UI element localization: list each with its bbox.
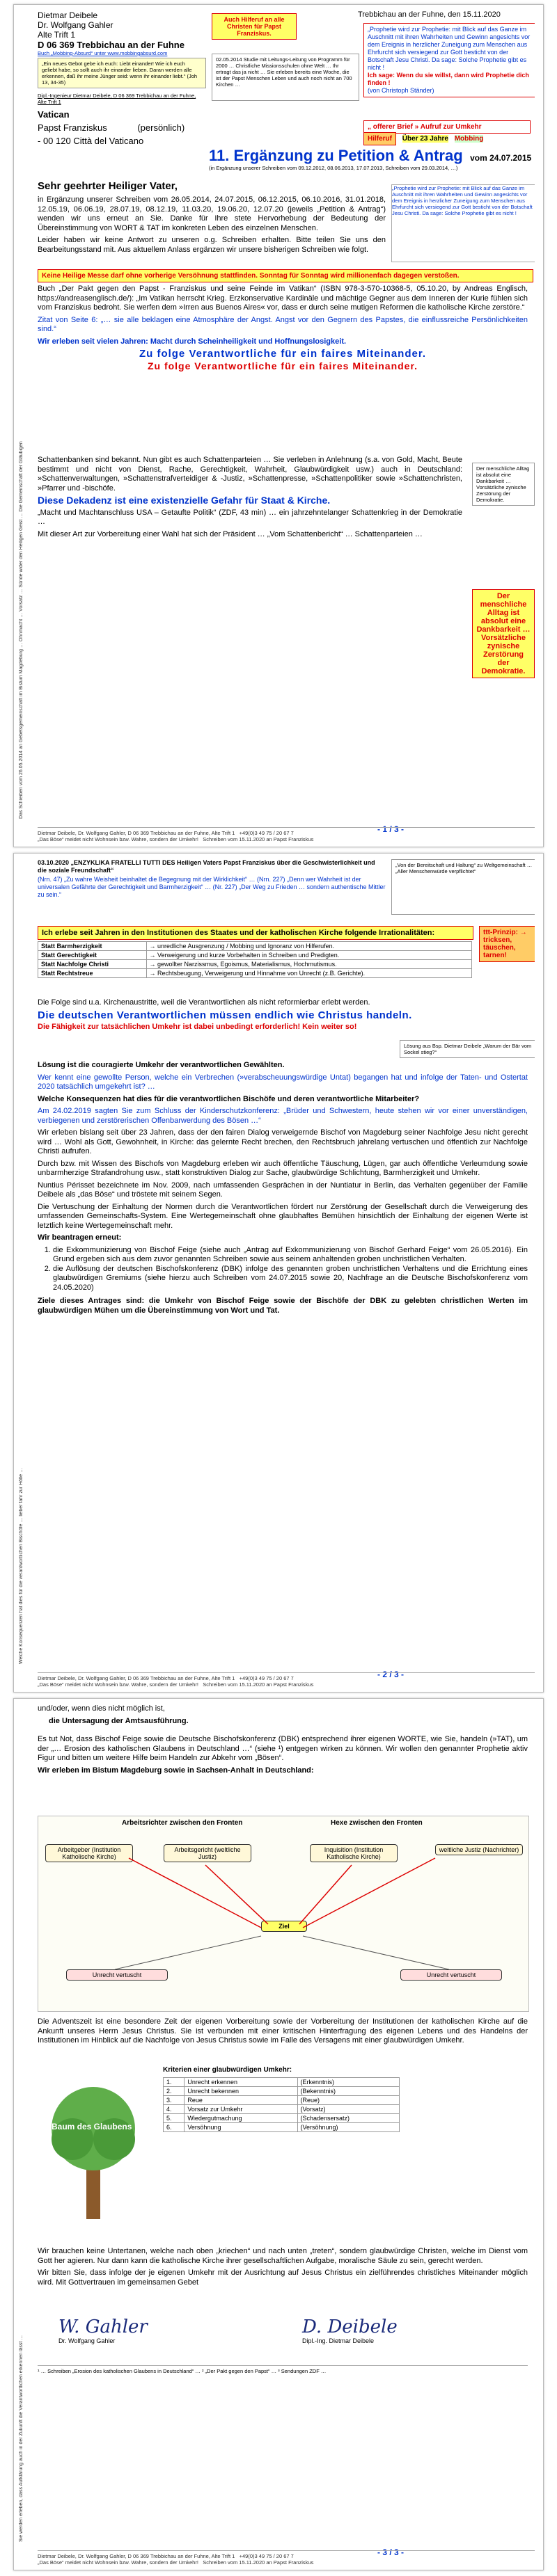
criteria-table	[163, 2077, 400, 2132]
p2-paragraph-7: Am 24.02.2019 sagten Sie zum Schluss der Kinderschutzkonferenz: „Brüder und Schwestern, heute stehen wir vor einer unverständigen, verbiegenen und zerstörerischen Offenbarwerdung des Bösen …“	[38, 1107, 528, 1125]
title-block	[209, 147, 535, 171]
irrationality-row	[38, 951, 472, 960]
criteria-row	[164, 2105, 400, 2114]
criteria-cell-v: (Vorsatz)	[297, 2105, 400, 2114]
page1-body-2	[38, 285, 528, 374]
fronts-diagram	[38, 1816, 529, 2012]
diagram-cover-left: Unrecht vertuscht	[66, 1969, 168, 1981]
paragraph-3: Buch „Der Pakt gegen den Papst - Franziskus und seine Feinde im Vatikan“ (ISBN 978-3-570-10368-5, 05.10.20, by Andreas Englisch, https://andreasenglisch.de/): „Im Vatikan herrscht Krieg. Erzkonservative Kardinäle und mächtige Gegner aus dem Inneren der Kurie fühlen sich vom Franziskus bedroht. Sie werfen dem »Irren aus Buenos Aires« vor, dass er durch seine mutigen Reformen die katholische Kirche zerstöre.“	[38, 285, 528, 312]
irrationality-row	[38, 942, 472, 951]
p3-paragraph-2: Wir erleben im Bistum Magdeburg sowie in Sachsen-Anhalt in Deutschland:	[38, 1766, 314, 1775]
signature-gahler-name: Dr. Wolfgang Gahler	[58, 2337, 116, 2344]
sender-second: Dr. Wolfgang Gahler	[38, 20, 113, 30]
irrationality-value: → Verweigerung und kurze Vorbehalten in Schreiben und Predigten.	[146, 951, 471, 960]
diagram-inquisition: Inquisition (Institution Katholische Kirche)	[310, 1844, 398, 1862]
page3-number: - 3 / 3 -	[377, 2547, 404, 2557]
p2-paragraph-3: Die Fähigkeit zur tatsächlichen Umkehr ist dabei unbedingt erforderlich! Kein weiter so!	[38, 1023, 357, 1031]
page3-intro	[38, 1704, 386, 1729]
criteria-cell-k: Unrecht bekennen	[185, 2087, 297, 2096]
irrationalities-intro: Ich erlebe seit Jahren in den Institutionen des Staates und der katholischen Kirche folgende Irrationalitäten:	[38, 926, 473, 940]
title-note: (in Ergänzung unserer Schreiben vom 09.12.2012, 08.06.2013, 17.07.2013, Schreiben vom 29.03.2014, …)	[209, 165, 458, 171]
letter-page-1	[13, 4, 544, 847]
sender-book-link[interactable]: Buch „Mobbing-Absurd“ unter www.mobbingabsurd.com	[38, 50, 168, 56]
paragraph-6: Zu folge Verantwortliche für ein faires Miteinander.	[139, 348, 427, 360]
salutation: Sehr geehrter Heiliger Vater,	[38, 180, 178, 192]
page1-sidebar	[18, 33, 33, 819]
paragraph-7: Schattenbanken sind bekannt. Nun gibt es auch Schattenparteien … Sie verleben in Anlehnung (s.a. von Gold, Macht, Beute bestimmt und nicht von Dienst, Rache, Gerechtigkeit, Wahrheit, Glaubwürdigkeit usw.) auch in Deutschland: »Schattenverwaltungen, »Schattenstrafverteidiger & -Justiz, »Schattenpresse, »Schattenpolitiker sowie »Schattenchristen, »Pfarrer und -bischöfe.	[38, 456, 462, 493]
criteria-cell-n: 6.	[164, 2123, 185, 2132]
recipient-city: - 00 120 Città del Vaticano	[38, 136, 144, 146]
encyclical-side-quote: „Von der Bereitschaft und Haltung“ zu Weltgemeinschaft … „Aller Menschenwürde verpflichtet“	[391, 859, 535, 915]
recipient-block	[38, 93, 205, 146]
irrationality-key: Statt Barmherzigkeit	[38, 942, 147, 951]
paragraph-8: Diese Dekadenz ist eine existenzielle Gefahr für Staat & Kirche.	[38, 495, 331, 506]
p2-paragraph-11: Die Vertuschung der Einhaltung der Normen durch die Verantwortlichen fördert nur Zerstörung der Gesellschaft durch die Verweigerung des umfassenden Gemeinschafts-System. Eine Wertegemeinschaft ohne glaubhaftes Bemühen hinsichtlich der Einhaltung der eigenen Werte ist letztlich keine Wertegemeinschaft mehr.	[38, 1202, 528, 1230]
diagram-title-right: Hexe zwischen den Fronten	[331, 1819, 423, 1827]
offering-box	[363, 120, 531, 143]
page1-body	[38, 195, 386, 257]
request-item-1: 1. die Exkommunizierung von Bischof Feige (siehe auch „Antrag auf Exkommunizierung von Bischof Gerhard Feige“ vom 26.05.2016). Ein Grund ergeben sich aus dem zuvor genannten Schreiben sowie aus seinem anhaltenden groben unchristlichen Verhalten.	[53, 1246, 528, 1265]
criteria-row	[164, 2114, 400, 2123]
signature-right	[302, 2317, 511, 2345]
page1-content	[38, 10, 535, 822]
page3-footer	[38, 2550, 535, 2566]
faith-tree	[38, 2073, 149, 2226]
signature-deibele: D. Deibele	[302, 2317, 398, 2337]
mobbing-badge: Mobbing	[454, 135, 484, 143]
criteria-cell-v: (Schadensersatz)	[297, 2114, 400, 2123]
criteria-row	[164, 2096, 400, 2105]
title-date: vom 24.07.2015	[470, 153, 532, 163]
right-column-text: Der menschliche Alltag ist absolut eine Dankbarkeit … Vorsätzliche zynische Zerstörung der Demokratie.	[472, 463, 535, 506]
p2-paragraph-9: Durch bzw. mit Wissen des Bischofs von Magdeburg erleben wir auch öffentliche Täuschung, Lügen, gar auch öffentliche Verleumdung sowie unbarmherzige Strafandrohung usw., statt konstruktiven Dialog zur Sache, glaubwürdige Schlichtung, Barmherzigkeit und Umkehr.	[38, 1159, 528, 1177]
page2-sidebar	[18, 881, 33, 1664]
criteria-cell-k: Wiedergutmachung	[185, 2114, 297, 2123]
criteria-row	[164, 2078, 400, 2087]
prophecy-quote-2: Ich sage: Wenn du sie willst, dann wird Prophetie dich finden !	[368, 72, 529, 86]
p2-paragraph-2: Die deutschen Verantwortlichen müssen endlich wie Christus handeln.	[38, 1009, 412, 1021]
sender-city: D 06 369 Trebbichau an der Fuhne	[38, 40, 185, 50]
criteria-cell-n: 1.	[164, 2078, 185, 2087]
paragraph-2: Leider haben wir keine Antwort zu unseren o.g. Schreiben erhalten. Bitte teilen Sie uns den Bearbeitungsstand mit. Aus aktuellem Anlass ergänzen wir unsere bisherigen Schreiben wie folgt.	[38, 236, 386, 254]
irrationality-key: Statt Gerechtigkeit	[38, 951, 147, 960]
diagram-labour-court: Arbeitsgericht (weltliche Justiz)	[164, 1844, 251, 1862]
request-item-2: 2. die Auflösung der deutschen Bischofskonferenz (DBK) infolge des genannten groben unchristlichen Verhaltens und die Errichtung eines glaubwürdigen Gremiums (siehe hierzu auch Schreiben vom 24.07.2015 sowie 20, Nachfrage an die Deutsche Bischofskonferenz vom 24.05.2020)	[53, 1265, 528, 1293]
bear-solution-box: Lösung aus Bsp. Dietmar Deibele „Warum der Bär vom Sockel stieg?“	[400, 1040, 535, 1058]
page3-content	[38, 1704, 535, 2545]
criteria-cell-n: 3.	[164, 2096, 185, 2105]
page3-body-2	[38, 2017, 528, 2049]
footer-date: Schreiben vom 15.11.2020 an Papst Franziskus	[203, 2559, 314, 2566]
criteria-cell-n: 2.	[164, 2087, 185, 2096]
footer-address: Dietmar Deibele, Dr. Wolfgang Gahler, D 06 369 Trebbichau an der Fuhne, Alte Trift 1	[38, 2553, 235, 2559]
p3-paragraph-5: Wir bitten Sie, dass infolge der je eigenen Umkehr mit der Ausrichtung auf Jesus Christus ein zielführendes christliches Miteinander möglich wird. Mit Gottvertrauen im gemeinsamen Gebet	[38, 2269, 528, 2287]
quote-john: „Ein neues Gebot gebe ich euch: Liebt einander! Wie ich euch geliebt habe, so sollt auch ihr einander lieben. Daran werden alle erkennen, daß ihr meine Jünger seid: wenn ihr einander liebt.“ (Joh 13, 34-35)	[38, 58, 206, 88]
sender-street: Alte Trift 1	[38, 30, 76, 40]
irrationality-value: → unredliche Ausgrenzung / Mobbing und Ignoranz von Hilferufen.	[146, 942, 471, 951]
tree-illustration	[38, 2073, 149, 2226]
letter-page-3	[13, 1698, 544, 2570]
page3-body-1	[38, 1735, 528, 1778]
page1-footer	[38, 827, 535, 842]
prophecy-quote-sig: (von Christoph Ständer)	[368, 87, 434, 94]
date-line: Trebbichau an der Fuhne, den 15.11.2020	[358, 10, 501, 19]
page1-sidebar-text: Das Schreiben vom 26.05.2014 an Gebetsgemeinschaft im Bistum Magdeburg … Ohnmacht … Vorsatz … Sünde wider den Heiligen Geist … Die Gemeinschaft der Gläubigen	[19, 441, 24, 819]
diagram-cover-right: Unrecht vertuscht	[400, 1969, 502, 1981]
page2-footer	[38, 1672, 535, 1688]
criteria-cell-k: Reue	[185, 2096, 297, 2105]
diagram-employer: Arbeitgeber (Institution Katholische Kirche)	[45, 1844, 133, 1862]
p2-paragraph-12: Wir beantragen erneut:	[38, 1233, 122, 1242]
footer-quote: „Das Böse“ meidet nicht Wohnsein bzw. Wahre, sondern der Umkehr!	[38, 836, 198, 842]
encyclical-head: 03.10.2020 „ENZYKLIKA FRATELLI TUTTI DES Heiligen Vaters Papst Franziskus über die Geschwisterlichkeit und die soziale Freundschaft“	[38, 859, 375, 874]
page3-sidebar-text: Sie werden erleben, dass Aufklärung auch in der Zukunft die Verantwortlichen erkennen lässt …	[19, 2335, 24, 2542]
criteria-cell-v: (Reue)	[297, 2096, 400, 2105]
paragraph-10: Mit dieser Art zur Vorbereitung einer Wahl hat sich der Präsident … „Vom Schattenbericht“ … Schattenparteien …	[38, 529, 423, 538]
irrationality-key: Statt Rechtstreue	[38, 969, 147, 978]
criteria-cell-k: Versöhnung	[185, 2123, 297, 2132]
criteria-cell-v: (Versöhnung)	[297, 2123, 400, 2132]
page2-sidebar-text: Welche Konsequenzen hat dies für die verantwortlichen Bischöfe … lieber fahr zur Hölle …	[19, 1468, 24, 1664]
p3-paragraph-1: Es tut Not, dass Bischof Feige sowie die Deutsche Bischofskonferenz (DBK) entsprechend ihrer eigenen WORTE, wie Sie, handeln (»TAT), um der „… Erosion des katholischen Glaubens in Deutschland …“ (siehe ¹) entgegen wirken zu können. Wir wollen den genannter Prophetie aktiv Figur und bitten um weitere Hilfe beim Handeln zur Abkehr vom „Bösen“.	[38, 1735, 528, 1762]
p2-paragraph-10: Nuntius Périsset bezeichnete im Nov. 2009, nach umfassenden Gesprächen in der Nuntiatur in Berlin, das Verhalten gegenüber der Familie Deibele als „das Böse“ und tröstete mit seinem Segen.	[38, 1181, 528, 1199]
page3-sidebar	[18, 1727, 33, 2542]
criteria-cell-v: (Erkenntnis)	[297, 2078, 400, 2087]
footer-phone: +49(0)3 49 75 / 20 67 7	[239, 2553, 294, 2559]
encyclical-text: (Nrn. 47) „Zu wahre Weisheit beinhaltet die Begegnung mit der Wirklichkeit“ … (Nrn. 227) „Denn wer Wahrheit ist der universalen Gefährte der Gerechtigkeit und Barmherzigkeit“ … (Nr. 227) „Der Weg zu Frieden … sondern authentische Mittler zu sein.“	[38, 876, 386, 898]
footer-address: Dietmar Deibele, Dr. Wolfgang Gahler, D 06 369 Trebbichau an der Fuhne, Alte Trift 1	[38, 1675, 235, 1681]
irrationality-value: → gewollter Narzissmus, Egoismus, Materialismus, Hochmutismus.	[146, 960, 471, 969]
signature-deibele-name: Dipl.-Ing. Dietmar Deibele	[302, 2337, 375, 2344]
diagram-secular-justice: weltliche Justiz (Nachrichter)	[435, 1844, 523, 1855]
p2-paragraph-6: Welche Konsequenzen hat dies für die verantwortlichen Bischöfe und deren verantwortliche Mitarbeiter?	[38, 1094, 420, 1103]
footer-address: Dietmar Deibele, Dr. Wolfgang Gahler, D 06 369 Trebbichau an der Fuhne, Alte Trift 1	[38, 830, 235, 836]
recipient-return-line: Dipl.-Ingenieur Dietmar Deibele, D 06 369 Trebbichau an der Fuhne, Alte Trift 1	[38, 93, 196, 105]
footer-date: Schreiben vom 15.11.2020 an Papst Franziskus	[203, 1681, 314, 1688]
recipient-personal: (persönlich)	[137, 122, 185, 133]
criteria-row	[164, 2087, 400, 2096]
study-box: 02.05.2014 Studie mit Leitungs-Leitung von Programm für 2000 … Christliche Missionsschulen ohne Welt … Ihr ertragt das ja nicht … Sie erleben bereits eine Woche, die ist der Papst Menschen Leben und auch noch nicht an 700 Kirchen …	[212, 54, 359, 101]
p3-paragraph-0: und/oder, wenn dies nicht möglich ist,	[38, 1704, 165, 1713]
irrationality-value: → Rechtsbeugung, Verweigerung und Hinnahme von Unrecht (z.B. Gerichte).	[146, 969, 471, 978]
footer-phone: +49(0)3 49 75 / 20 67 7	[239, 830, 294, 836]
criteria-head: Kriterien einer glaubwürdigen Umkehr:	[163, 2066, 292, 2074]
p2-paragraph-5: Wer kennt eine gewollte Person, welche ein Verbrechen (»verabscheuungswürdige Untat) begangen hat und infolge der Taten- und Ostertat 2020 tatsächlich umgekehrt ist? …	[38, 1073, 528, 1091]
mass-banner: Keine Heilige Messe darf ohne vorherige Versöhnung stattfinden. Sonntag für Sonntag wird millionenfach dagegen verstoßen.	[38, 269, 533, 282]
irrationality-row	[38, 960, 472, 969]
p2-paragraph-13: Ziele dieses Antrages sind: die Umkehr von Bischof Feige sowie der Bischöfe der DBK zu gelebten christlichen Werten im glaubwürdigen Mühen um die Übereinstimmung von Wort und Tat.	[38, 1297, 528, 1315]
criteria-row	[164, 2123, 400, 2132]
signature-gahler: W. Gahler	[58, 2317, 148, 2337]
footer-quote: „Das Böse“ meidet nicht Wohnsein bzw. Wahre, sondern der Umkehr!	[38, 2559, 198, 2566]
page2-content	[38, 859, 535, 1667]
page2-body-1	[38, 998, 528, 1035]
prophecy-quote	[363, 23, 535, 97]
paragraph-4: Zitat von Seite 6: „… sie alle beklagen eine Atmosphäre der Angst. Angst vor den Gegnern des Papstes, die einflussreiche Persönlichkeiten sind.“	[38, 315, 528, 333]
side-note-box: „Prophetie wird zur Prophetie: mit Blick auf das Ganze im Auschnitt mit ihren Wahrheiten und Gewinn angesichts vor dem Ereignis in herzlicher Zuneigung zum Menschen aus Ehrfurcht sich versiegend zur Gott besticht von der Botschaft Jesu Christi. Da sage: Solche Prophetie gibt es nicht !	[391, 184, 535, 262]
offering-line: „ offerer Brief » Aufruf zur Umkehr	[363, 120, 531, 134]
democracy-badge: Der menschliche Alltag ist absolut eine Dankbarkeit … Vorsätzliche zynische Zerstörung der Demokratie.	[472, 589, 535, 678]
p3-paragraph-4: Wir brauchen keine Untertanen, welche nach oben „kriechen“ und nach unten „treten“, sondern glaubwürdige Christen, welche im Dienst vom Gott her agieren. Nur dann kann die katholische Kirche ihrer gesellschaftlichen Aufgabe, moralische Säule zu sein, gerecht werden.	[38, 2247, 528, 2265]
page3-body-3	[38, 2247, 528, 2290]
criteria-cell-n: 4.	[164, 2105, 185, 2114]
recipient-pope: Papst Franziskus	[38, 122, 107, 133]
irrationality-key: Statt Nachfolge Christi	[38, 960, 147, 969]
footer-quote: „Das Böse“ meidet nicht Wohnsein bzw. Wahre, sondern der Umkehr!	[38, 1681, 198, 1688]
years-badge: Über 23 Jahre	[402, 135, 448, 143]
irrationality-row	[38, 969, 472, 978]
request-list	[38, 1246, 528, 1293]
p2-paragraph-8: Wir erleben bislang seit über 23 Jahren, dass der den fairen Dialog verweigernde Bischof von Magdeburg seiner Nachfolge Jesu nicht gerecht wird … Wohl als Gott, Gewohnheit, in Kirche: das gelernte Recht brechen, den Rechtsbruch jahrelang vertuschen und öffentlich zur Nachfolge Christi aufrufen.	[38, 1128, 528, 1155]
help-call-badge: Auch Hilferuf an alle Christen für Papst Franziskus.	[212, 13, 297, 40]
power-banner: Zu folge Verantwortliche für ein faires Miteinander.	[147, 360, 418, 371]
paragraph-1: in Ergänzung unserer Schreiben vom 26.05.2014, 24.07.2015, 06.12.2015, 06.10.2016, 31.01.2018, 12.05.19, 06.06.19, 28.07.19, 08.12.19, 11.03.20, 19.06.20, 12.07.20 (jeweils „Petition & Antrag“) wenden wir uns erneut an Sie. Danke für Ihre stete Hervorhebung der Bedeutung der Übereinstimmung von WORT & TAT im konkreten Leben des einzelnen Menschen.	[38, 195, 386, 232]
diagram-center: Ziel	[261, 1921, 307, 1932]
help-badge: Hilferuf	[363, 132, 396, 145]
right-column	[472, 463, 535, 678]
page2-number: - 2 / 3 -	[377, 1670, 404, 1679]
paragraph-5: Wir erleben seit vielen Jahren: Macht durch Scheinheiligkeit und Hoffnungslosigkeit.	[38, 337, 347, 346]
footer-phone: +49(0)3 49 75 / 20 67 7	[239, 1675, 294, 1681]
signature-left	[58, 2317, 267, 2345]
paragraph-9: „Macht und Machtanschluss USA – Getaufte Politik“ (ZDF, 43 min) … ein jahrzehntelanger Schattenkrieg in der Demokratie …	[38, 508, 462, 526]
page-title: 11. Ergänzung zu Petition & Antrag	[209, 147, 463, 164]
diagram-title-left: Arbeitsrichter zwischen den Fronten	[122, 1819, 243, 1827]
criteria-cell-k: Unrecht erkennen	[185, 2078, 297, 2087]
criteria-cell-k: Vorsatz zur Umkehr	[185, 2105, 297, 2114]
sender-name: Dietmar Deibele	[38, 10, 98, 20]
references: ¹ … Schreiben „Erosion des katholischen Glaubens in Deutschland“ … ² „Der Pakt gegen den Papst“ … ³ Sendungen ZDF …	[38, 2365, 528, 2374]
p3-paragraph-3: Die Adventszeit ist eine besondere Zeit der eigenen Vorbereitung sowie der Vorbereitung der Institutionen der katholischen Kirche auf die Ankunft unseres Herrn Jesus Christus. Sie ist verbunden mit einer kritischen Hinterfragung des eigenen Lebens und des Handelns der Institutionen im Hinblick auf die Nachfolge von Jesus Christus sowie im Falle des Versagens mit einer glaubwürdigen Umkehr.	[38, 2017, 528, 2045]
page1-number: - 1 / 3 -	[377, 824, 404, 834]
tree-label: Baum des Glaubens	[52, 2122, 132, 2131]
letter-page-2	[13, 853, 544, 1693]
irrationalities-table	[38, 941, 472, 978]
p2-paragraph-1: Die Folge sind u.a. Kirchenaustritte, weil die Verantwortlichen als nicht reformierbar erlebt werden.	[38, 998, 370, 1007]
diagram-arrows	[38, 1816, 528, 2011]
recipient-vatican: Vatican	[38, 109, 70, 120]
criteria-cell-n: 5.	[164, 2114, 185, 2123]
sender-block	[38, 10, 198, 56]
criteria-cell-v: (Bekenntnis)	[297, 2087, 400, 2096]
ttt-badge: ttt-Prinzip: → tricksen, täuschen, tarnen!	[479, 926, 535, 962]
prophecy-quote-text: „Prophetie wird zur Prophetie: mit Blick auf das Ganze im Auschnitt mit ihren Wahrheiten und Gewinn angesichts vor dem Ereignis in herzlicher Zuneigung zum Menschen aus Ehrfurcht sich versiegend zur Gott besticht von der Botschaft Jesu Christi. Da sage: Solche Prophetie gibt es nicht !	[368, 26, 531, 71]
p3-list-0: die Untersagung der Amtsausführung.	[49, 1716, 189, 1725]
footer-date: Schreiben vom 15.11.2020 an Papst Franziskus	[203, 836, 314, 842]
encyclical-block	[38, 859, 386, 899]
page1-body-3	[38, 456, 462, 542]
page2-body-2	[38, 1061, 528, 1318]
p2-paragraph-4: Lösung ist die couragierte Umkehr der verantwortlichen Gewählten.	[38, 1061, 285, 1069]
